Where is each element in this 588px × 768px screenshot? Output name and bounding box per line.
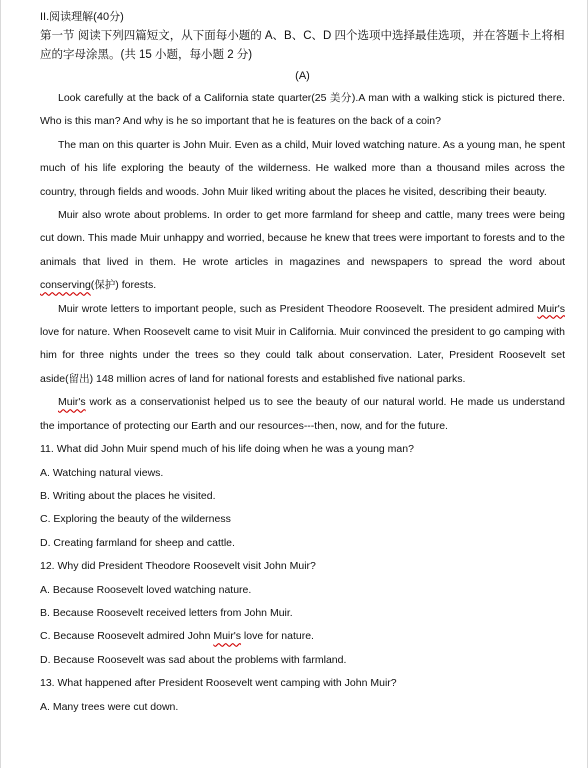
question-12-option-d: D. Because Roosevelt was sad about the problems with farmland. (40, 653, 347, 666)
page-border-left (0, 0, 1, 768)
option-text-start: C. Because Roosevelt admired John (40, 630, 214, 643)
page-content (40, 10, 565, 719)
paragraph-3-text-start: Muir also wrote about problems. In order to get more farmland for sheep and cattle, many trees were being cut down. This made Muir unhappy and worried, because he knew that trees were important to forests and to the animals that lived in them. He wrote articles in magazines and newspapers to spread the word about (40, 209, 565, 268)
question-12-option-c (40, 625, 565, 648)
paragraph-5-text-end: work as a conservationist helped us to see the beauty of our natural world. He made us understand the importance of protecting our Earth and our resources---then, now, and for the future. (40, 396, 565, 432)
paragraph-3 (40, 204, 565, 298)
section-instruction: 第一节 阅读下列四篇短文，从下面每小题的 A、B、C、D 四个选项中选择最佳选项，并在答题卡上将相应的字母涂黑。(共 15 小题，每小题 2 分) (40, 30, 565, 61)
spellcheck-flagged-word: Muir's (58, 396, 86, 409)
passage-label: (A) (295, 70, 310, 82)
question-12-option-b: B. Because Roosevelt received letters from John Muir. (40, 606, 293, 619)
spellcheck-flagged-word: Muir's (537, 302, 565, 315)
question-12-option-a: A. Because Roosevelt loved watching nature. (40, 583, 252, 596)
paragraph-1: Look carefully at the back of a California state quarter(25 美分).A man with a walking stick is pictured there. Who is this man? And why is he so important that he is features on the back of a coin? (40, 92, 565, 128)
question-11-stem: 11. What did John Muir spend much of his life doing when he was a young man? (40, 443, 414, 456)
question-13-option-a: A. Many trees were cut down. (40, 700, 179, 713)
question-12-stem: 12. Why did President Theodore Roosevelt visit John Muir? (40, 560, 316, 573)
paragraph-4-text-end: love for nature. When Roosevelt came to visit Muir in California. Muir convinced the president to go camping with him for three nights under the trees so they could talk about conservation. Later, President Roosevelt set aside(留出) 148 million acres of land for national forests and established five national parks. (40, 326, 565, 385)
section-heading: II.阅读理解(40分) (40, 11, 124, 23)
paragraph-4 (40, 298, 565, 392)
paragraph-2: The man on this quarter is John Muir. Even as a child, Muir loved watching nature. As a young man, he spent much of his life exploring the beauty of the wilderness. He walked more than a thousand miles across the country, through fields and woods. John Muir liked writing about the places he visited, describing their beauty. (40, 138, 565, 198)
paragraph-5 (40, 391, 565, 438)
spellcheck-flagged-word: conserving (40, 279, 91, 292)
question-13-stem: 13. What happened after President Roosevelt went camping with John Muir? (40, 677, 397, 690)
question-11-option-b: B. Writing about the places he visited. (40, 489, 216, 502)
option-text-end: love for nature. (241, 630, 314, 643)
paragraph-4-text-start: Muir wrote letters to important people, such as President Theodore Roosevelt. The president admired (58, 302, 538, 315)
question-11-option-a: A. Watching natural views. (40, 466, 164, 479)
question-11-option-c: C. Exploring the beauty of the wilderness (40, 513, 231, 526)
question-11-option-d: D. Creating farmland for sheep and cattle. (40, 536, 235, 549)
spellcheck-flagged-word: Muir's (213, 630, 242, 643)
paragraph-3-text-end: (保护) forests. (90, 279, 157, 292)
